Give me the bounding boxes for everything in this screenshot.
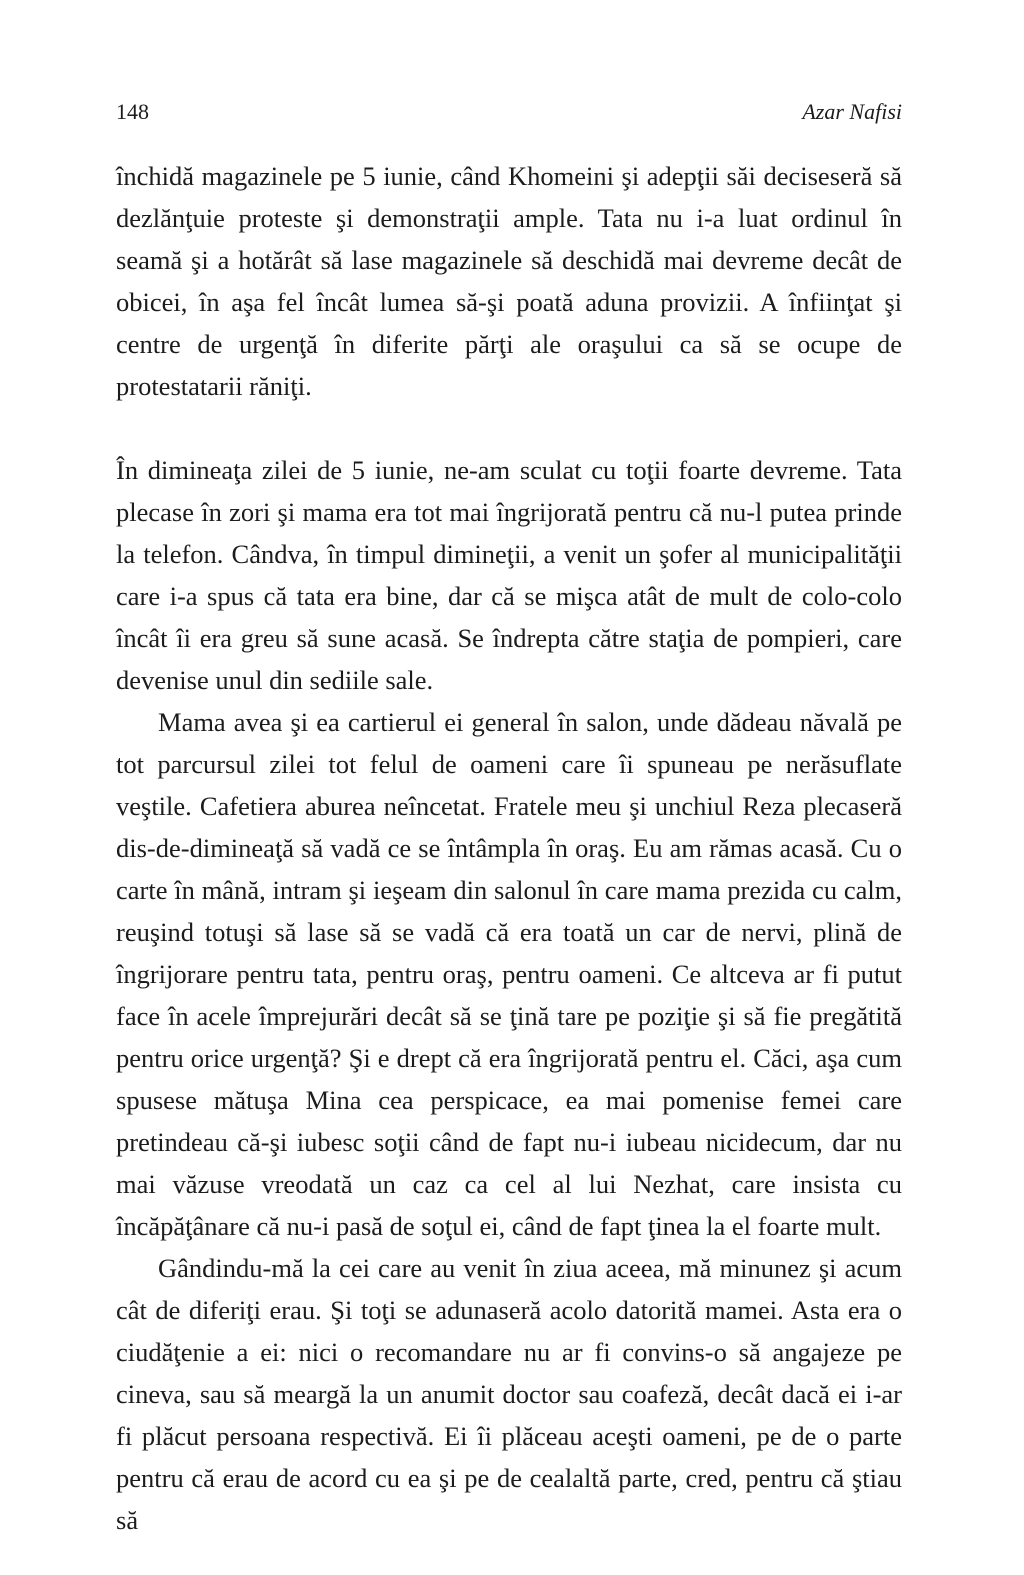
paragraph-section-start: În dimineaţa zilei de 5 iunie, ne-am sculat cu toţii foarte devreme. Tata plecase în zori şi mama era tot mai îngrijorată pentru că nu-l putea prinde la telefon. Cândva, în timpul dimineţii, a venit un şofer al municipalităţii care i-a spus că tata era bine, dar că se mişca atât de mult de colo-colo încât îi era greu să sune acasă. Se îndrepta către staţia de pompieri, care devenise unul din sediile sale. (116, 455, 902, 695)
paragraph: Mama avea şi ea cartierul ei general în salon, unde dădeau năvală pe tot parcursul zilei tot felul de oameni care îi spuneau pe nerăsuflate veştile. Cafetiera aburea neîncetat. Fratele meu şi unchiul Reza plecaseră dis-de-dimineaţă să vadă ce se întâmpla în oraş. Eu am rămas acasă. Cu o carte în mână, intram şi ieşeam din salonul în care mama prezida cu calm, reuşind totuşi să lase să se vadă că era toată un car de nervi, plină de îngrijorare pentru tata, pentru oraş, pentru oameni. Ce altceva ar fi putut face în acele împrejurări decât să se ţină tare pe poziţie şi să fie pregătită pentru orice urgenţă? Şi e drept că era îngrijorată pentru el. Căci, aşa cum spusese mătuşa Mina cea perspicace, ea mai pomenise femei care pretindeau că-şi iubesc soţii când de fapt nu-i iubeau nicidecum, dar nu mai văzuse vreodată un caz ca cel al lui Nezhat, care insista cu încăpăţânare că nu-i pasă de soţul ei, când de fapt ţinea la el foarte mult. (116, 707, 902, 1241)
body-text (116, 155, 902, 1541)
paragraph: Gândindu-mă la cei care au venit în ziua aceea, mă minunez şi acum cât de diferiţi erau. Şi toţi se adunaseră acolo datorită mamei. Asta era o ciudăţenie a ei: nici o recomandare nu ar fi convins-o să angajeze pe cineva, sau să meargă la un anumit doctor sau coafeză, decât dacă ei i-ar fi plăcut persoana respectivă. Ei îi plăceau aceşti oameni, pe de o parte pentru că erau de acord cu ea şi pe de cealaltă parte, cred, pentru că ştiau să (116, 1253, 902, 1535)
running-head (116, 97, 902, 127)
running-head-author: Azar Nafisi (802, 99, 902, 124)
paragraph-continuation: închidă magazinele pe 5 iunie, când Khomeini şi adepţii săi deciseseră să dezlănţuie proteste şi demonstraţii ample. Tata nu i-a luat ordinul în seamă şi a hotărât să lase magazinele să deschidă mai devreme decât de obicei, în aşa fel încât lumea să-şi poată aduna provizii. A înfiinţat şi centre de urgenţă în diferite părţi ale oraşului ca să se ocupe de protestatarii răniţi. (116, 161, 902, 401)
page-number: 148 (116, 99, 149, 124)
